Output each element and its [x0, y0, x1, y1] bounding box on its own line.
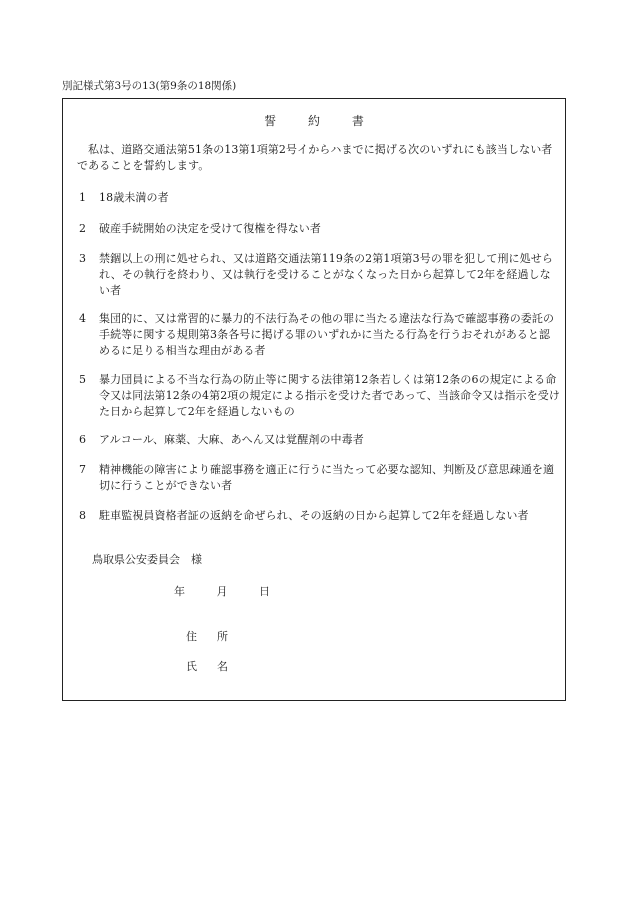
list-item-2: [79, 221, 561, 237]
list-item-6: [79, 432, 561, 448]
item-text: 禁錮以上の刑に処せられ、又は道路交通法第119条の2第1項第3号の罪を犯して刑に処せられ、その執行を終わり、又は執行を受けることがなくなった日から起算して2年を経過しない者: [99, 252, 553, 297]
list-item-5: [79, 372, 561, 420]
item-text: 駐車監視員資格者証の返納を命ぜられ、その返納の日から起算して2年を経過しない者: [99, 509, 529, 522]
form-number-label: 別記様式第3号の13(第9条の18関係): [62, 80, 237, 92]
item-number: 8: [79, 509, 87, 522]
date-month-label: 月: [216, 585, 228, 598]
pledge-form: [62, 98, 566, 701]
item-text: 暴力団員による不当な行為の防止等に関する法律第12条若しくは第12条の6の規定による命令又は同法第12条の4第2項の規定による指示を受けた者であって、当該命令又は指示を受けた日から起算して2年を経過しないもの: [99, 373, 560, 418]
item-number: 2: [79, 222, 87, 235]
name-label: 氏名: [186, 660, 248, 673]
item-number: 5: [79, 373, 87, 386]
title-char-2: 約: [307, 114, 320, 128]
date-year-label: 年: [174, 585, 185, 598]
title-char-1: 誓: [264, 114, 277, 128]
item-number: 6: [79, 433, 87, 446]
item-text: 破産手続開始の決定を受けて復権を得ない者: [99, 222, 321, 235]
item-text: アルコール、麻薬、大麻、あへん又は覚醒剤の中毒者: [99, 433, 364, 446]
list-item-1: [79, 190, 561, 206]
date-day-label: 日: [259, 585, 270, 598]
date-line: [174, 584, 270, 600]
list-item-4: [79, 311, 561, 359]
addressee: 鳥取県公安委員会 様: [92, 553, 202, 566]
address-label: 住所: [186, 630, 248, 643]
list-item-7: [79, 462, 561, 494]
item-text: 精神機能の障害により確認事務を適正に行うに当たって必要な認知、判断及び意思疎通を適切に行うことができない者: [99, 463, 555, 492]
pledge-statement: 私は、道路交通法第51条の13第1項第2号イからハまでに掲げる次のいずれにも該当しない者であることを誓約します。: [77, 143, 553, 172]
title-char-3: 書: [351, 114, 364, 128]
list-item-3: [79, 251, 561, 299]
item-number: 4: [79, 312, 87, 325]
item-number: 3: [79, 252, 87, 265]
document-title: [63, 113, 565, 129]
item-number: 1: [79, 191, 87, 204]
item-text: 集団的に、又は常習的に暴力的不法行為その他の罪に当たる違法な行為で確認事務の委託の手続等に関する規則第3条各号に掲げる罪のいずれかに当たる行為を行うおそれがあると認めるに足りる相当な理由がある者: [99, 312, 555, 357]
item-text: 18歳未満の者: [99, 191, 169, 204]
list-item-8: [79, 508, 561, 524]
item-number: 7: [79, 463, 87, 476]
